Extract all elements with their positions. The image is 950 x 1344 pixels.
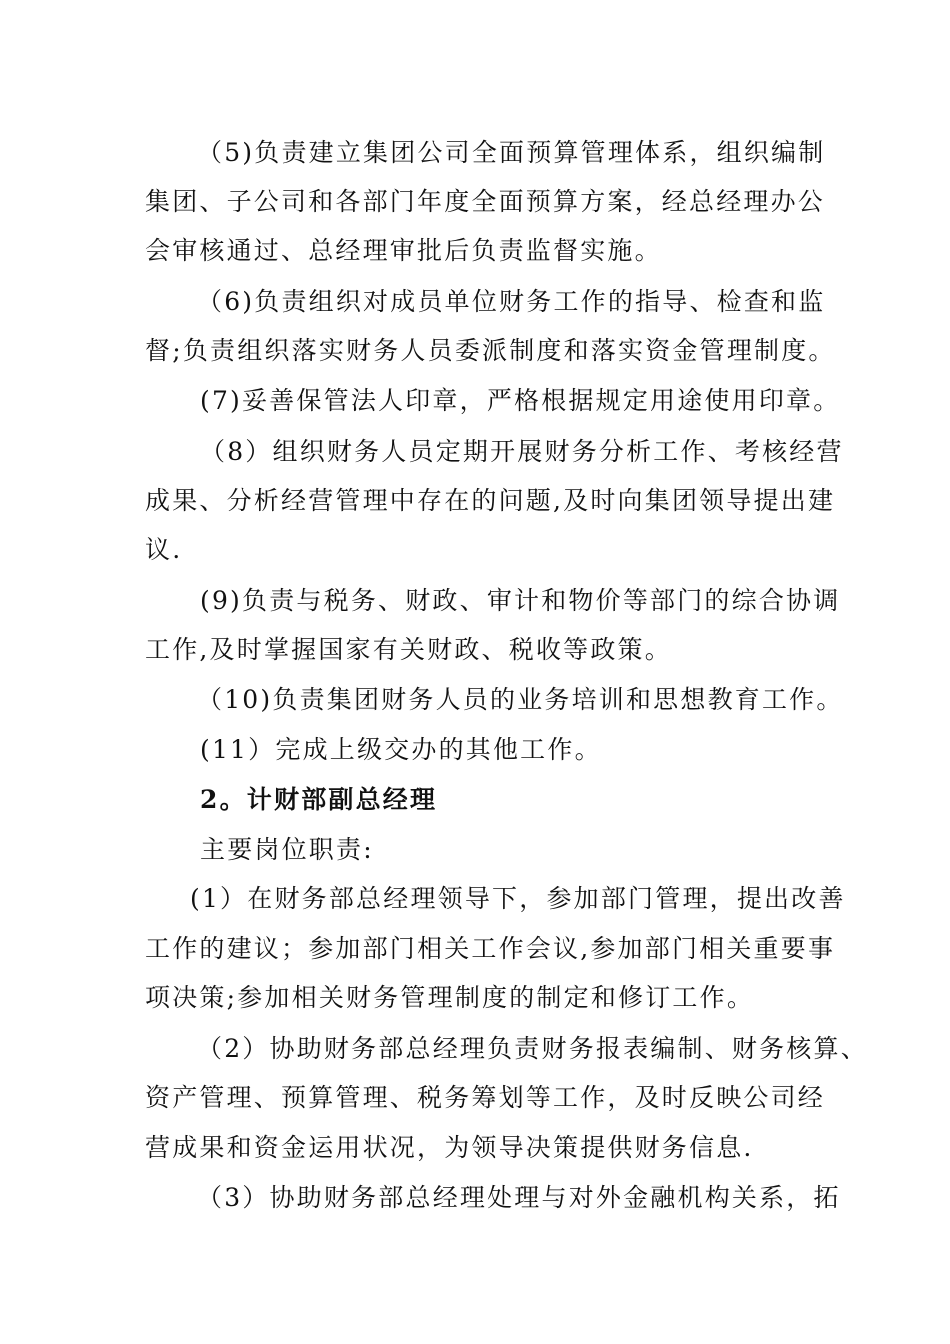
paragraph-9-line-1: (9)负责与税务、财政、审计和物价等部门的综合协调	[200, 586, 841, 615]
paragraph-6-line-2: 督;负责组织落实财务人员委派制度和落实资金管理制度。	[145, 336, 836, 365]
paragraph-8-line-3: 议.	[145, 535, 183, 564]
paragraph-7-line-1: (7)妥善保管法人印章，严格根据规定用途使用印章。	[200, 386, 841, 415]
paragraph-5-line-3: 会审核通过、总经理审批后负责监督实施。	[145, 236, 662, 265]
duty-1-line-1: (1）在财务部总经理领导下，参加部门管理，提出改善	[190, 884, 846, 913]
duty-2-line-1: （2）协助财务部总经理负责财务报表编制、财务核算、	[197, 1034, 868, 1063]
paragraph-5-line-2: 集团、子公司和各部门年度全面预算方案，经总经理办公	[145, 187, 826, 216]
paragraph-9-line-2: 工作,及时掌握国家有关财政、税收等政策。	[145, 635, 672, 664]
duty-1-line-3: 项决策;参加相关财务管理制度的制定和修订工作。	[145, 983, 755, 1012]
paragraph-8-line-2: 成果、分析经营管理中存在的问题,及时向集团领导提出建	[145, 486, 836, 515]
duty-2-line-2: 资产管理、预算管理、税务筹划等工作，及时反映公司经	[145, 1083, 826, 1112]
paragraph-6-line-1: （6)负责组织对成员单位财务工作的指导、检查和监	[197, 287, 826, 316]
section-heading: 2。计财部副总经理	[200, 785, 438, 814]
duty-2-line-3: 营成果和资金运用状况，为领导决策提供财务信息.	[145, 1133, 754, 1162]
paragraph-8-line-1: （8）组织财务人员定期开展财务分析工作、考核经营	[200, 437, 844, 466]
paragraph-11-line-1: (11）完成上级交办的其他工作。	[200, 735, 602, 764]
duties-subheading: 主要岗位职责:	[200, 835, 374, 864]
paragraph-5-line-1: （5)负责建立集团公司全面预算管理体系，组织编制	[197, 138, 826, 167]
paragraph-10-line-1: （10)负责集团财务人员的业务培训和思想教育工作。	[197, 685, 844, 714]
duty-3-line-1: （3）协助财务部总经理处理与对外金融机构关系，拓	[197, 1183, 841, 1212]
duty-1-line-2: 工作的建议；参加部门相关工作会议,参加部门相关重要事	[145, 934, 836, 963]
